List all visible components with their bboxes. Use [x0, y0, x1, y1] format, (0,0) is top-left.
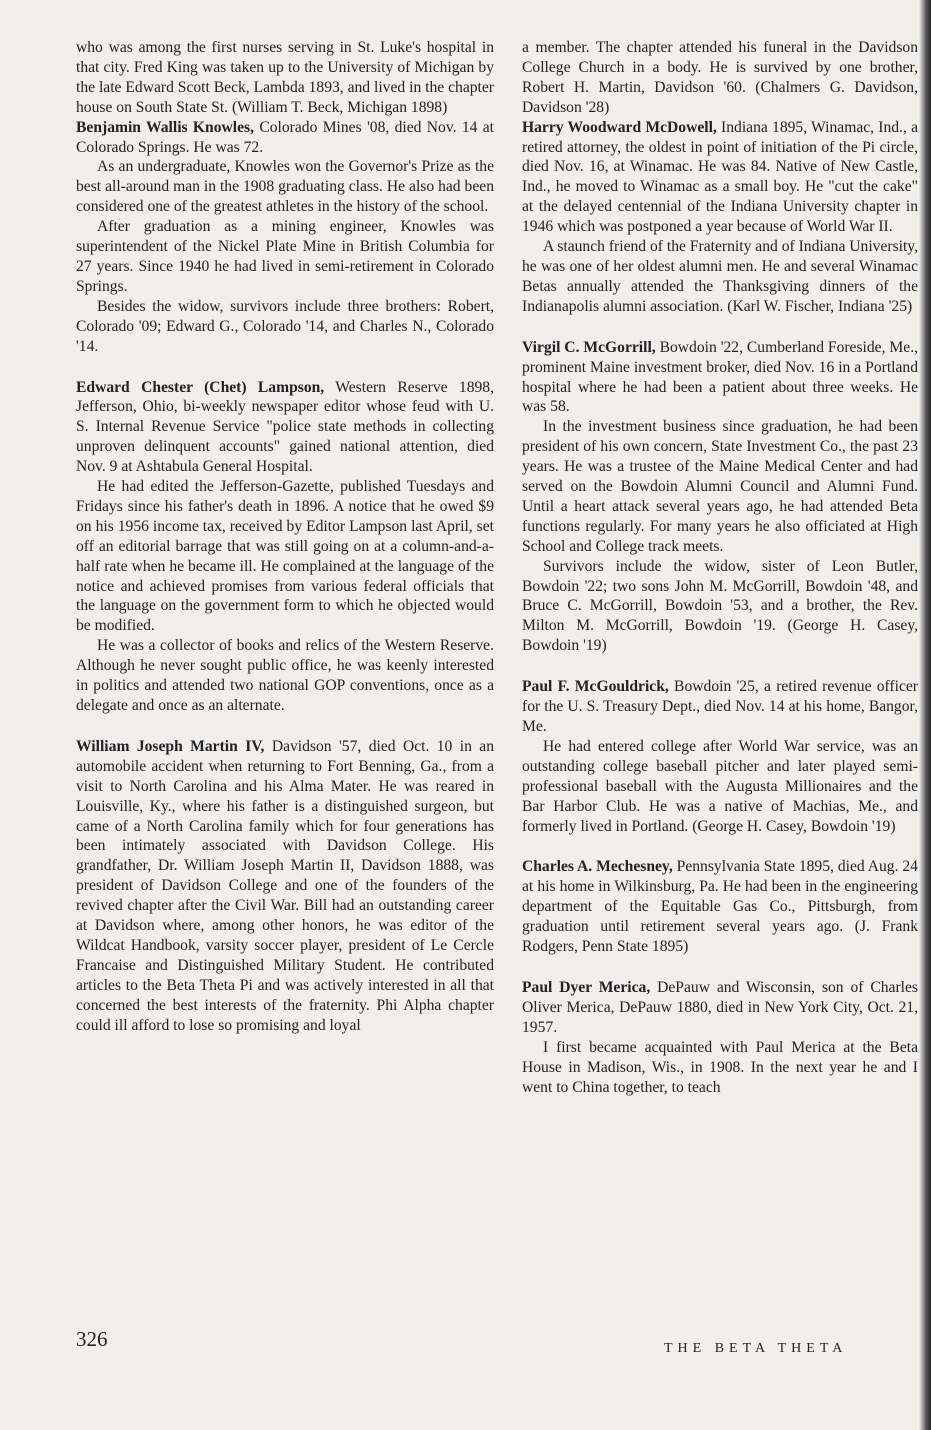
entry-paragraph: Besides the widow, survivors include three brothers: Robert, Colorado '09; Edward G., Colorado '14, and Charles N., Colorado '14.	[76, 297, 494, 355]
page-number: 326	[76, 1327, 108, 1351]
entry-paragraph: He had edited the Jefferson-Gazette, published Tuesdays and Fridays since his father's death in 1896. A notice that he owed $9 on his 1956 income tax, received by Editor Lampson last April, set off an editorial barrage that was still going on at a column-and-a-half rate when he became ill. He complained at the language of the notice and achieved promises from various federal officials that the language on the government form to which he objected would be modified.	[76, 478, 494, 635]
entry-paragraph: I first became acquainted with Paul Merica at the Beta House in Madison, Wis., in 1908. In the next year he and I went to China together, to teach	[522, 1038, 918, 1096]
entry-paragraph: As an undergraduate, Knowles won the Governor's Prize as the best all-around man in the 1908 graduating class. He also had been considered one of the greatest athletes in the history of the school.	[76, 158, 494, 216]
obituary-entry	[522, 857, 918, 957]
entry-lead: Benjamin Wallis Knowles, Colorado Mines '08, died Nov. 14 at Colorado Springs. He was 72.	[76, 118, 495, 156]
entry-paragraph: A staunch friend of the Fraternity and of Indiana University, he was one of her oldest alumni men. He and several Winamac Betas annually attended the Thanksgiving dinners of the Indianapolis alumni association. (Karl W. Fischer, Indiana '25)	[522, 238, 918, 315]
obituary-entry	[522, 338, 918, 657]
entry-name: Charles A. Mechesney,	[522, 858, 673, 876]
entry-lead: Paul F. McGouldrick, Bowdoin '25, a retired revenue officer for the U. S. Treasury Dept., died Nov. 14 at his home, Bangor, Me.	[522, 678, 918, 735]
entry-name: William Joseph Martin IV,	[76, 737, 265, 755]
obituary-entry	[522, 677, 918, 836]
entry-lead: William Joseph Martin IV, Davidson '57, died Oct. 10 in an automobile accident when returning to Fort Benning, Ga., from a visit to North Carolina and his Alma Mater. He was reared in Louisville, Ky., where his father is a distinguished surgeon, but came of a North Carolina family which for four generations has been intimately associated with Davidson College. His grandfather, Dr. William Joseph Martin II, Davidson 1888, was president of Davidson College and one of the founders of the revived chapter after the Civil War. Bill had an outstanding career at Davidson where, among other honors, he was editor of the Wildcat Handbook, varsity soccer player, president of Le Cercle Francaise and Distinguished Military Student. He contributed articles to the Beta Theta Pi and was actively interested in all that concerned the best interests of the fraternity. Phi Alpha chapter could ill afford to lose so promising and loyal	[76, 737, 494, 1034]
entry-name: Harry Woodward McDowell,	[522, 118, 717, 136]
obituary-entry	[76, 737, 494, 1036]
entry-paragraph: Survivors include the widow, sister of Leon Butler, Bowdoin '22; two sons John M. McGorrill, Bowdoin '48, and Bruce C. McGorrill, Bowdoin '53, and a brother, the Rev. Milton M. McGorrill, Bowdoin '19. (George H. Casey, Bowdoin '19)	[522, 557, 918, 655]
entry-lead: Edward Chester (Chet) Lampson, Western Reserve 1898, Jefferson, Ohio, bi-weekly newspaper editor whose feud with U. S. Internal Revenue Service "police state methods in collecting unproven delinquent accounts" gained national attention, died Nov. 9 at Ashtabula General Hospital.	[76, 378, 494, 476]
obituary-entry	[76, 118, 494, 357]
right-column	[522, 38, 918, 1328]
entry-paragraph: He was a collector of books and relics of the Western Reserve. Although he never sought public office, he was keenly interested in politics and attended two national GOP conventions, once as a delegate and once as an alternate.	[76, 637, 494, 714]
entry-paragraph: He had entered college after World War service, was an outstanding college baseball pitcher and later played semi-professional baseball with the Augusta Millionaires and the Bar Harbor Club. He was a native of Machias, Me., and formerly lived in Portland. (George H. Casey, Bowdoin '19)	[522, 737, 918, 835]
continued-paragraph: who was among the first nurses serving in St. Luke's hospital in that city. Fred King was taken up to the University of Michigan by the late Edward Scott Beck, Lambda 1893, and lived in the chapter house on South State St. (William T. Beck, Michigan 1898)	[76, 39, 494, 116]
obituary-entry	[522, 978, 918, 1097]
running-head: THE BETA THETA	[664, 1341, 848, 1356]
obituary-entry	[522, 118, 918, 317]
entry-name: Paul F. McGouldrick,	[522, 678, 669, 696]
entry-name: Benjamin Wallis Knowles,	[76, 118, 255, 136]
continued-paragraph: a member. The chapter attended his funeral in the Davidson College Church in a body. He is survived by one brother, Robert H. Martin, Davidson '60. (Chalmers G. Davidson, Davidson '28)	[522, 39, 918, 116]
entry-paragraph: After graduation as a mining engineer, Knowles was superintendent of the Nickel Plate Mine in British Columbia for 27 years. Since 1940 he had lived in semi-retirement in Colorado Springs.	[76, 218, 494, 295]
binding-edge-shadow	[919, 0, 931, 1430]
entry-lead: Charles A. Mechesney, Pennsylvania State 1895, died Aug. 24 at his home in Wilkinsburg, Pa. He had been in the engineering department of the Equitable Gas Co., Pittsburgh, from graduation until retirement several years ago. (J. Frank Rodgers, Penn State 1895)	[522, 858, 918, 956]
entry-lead: Paul Dyer Merica, DePauw and Wisconsin, son of Charles Oliver Merica, DePauw 1880, died in New York City, Oct. 21, 1957.	[522, 978, 918, 1036]
entry-lead: Harry Woodward McDowell, Indiana 1895, Winamac, Ind., a retired attorney, the oldest in point of initiation of the Pi circle, died Nov. 16, at Winamac. He was 84. Native of New Castle, Ind., he moved to Winamac as a small boy. He "cut the cake" at the delayed centennial of the Indiana University chapter in 1946 which was postponed a year because of World War II.	[522, 118, 918, 236]
entry-lead: Virgil C. McGorrill, Bowdoin '22, Cumberland Foreside, Me., prominent Maine investment broker, died Nov. 16 in a Portland hospital where he had been a patient about three weeks. He was 58.	[522, 338, 918, 416]
entry-name: Virgil C. McGorrill,	[522, 338, 656, 356]
entry-name: Edward Chester (Chet) Lampson,	[76, 378, 325, 396]
entry-name: Paul Dyer Merica,	[522, 978, 651, 996]
obituary-entry	[76, 378, 494, 716]
entry-paragraph: In the investment business since graduation, he had been president of his own concern, State Investment Co., the past 23 years. He was a trustee of the Maine Medical Center and had served on the Bowdoin Alumni Council and Alumni Fund. Until a heart attack several years ago, he had attended Beta functions regularly. For many years he also officiated at High School and College track meets.	[522, 418, 918, 555]
left-column	[76, 38, 494, 1057]
